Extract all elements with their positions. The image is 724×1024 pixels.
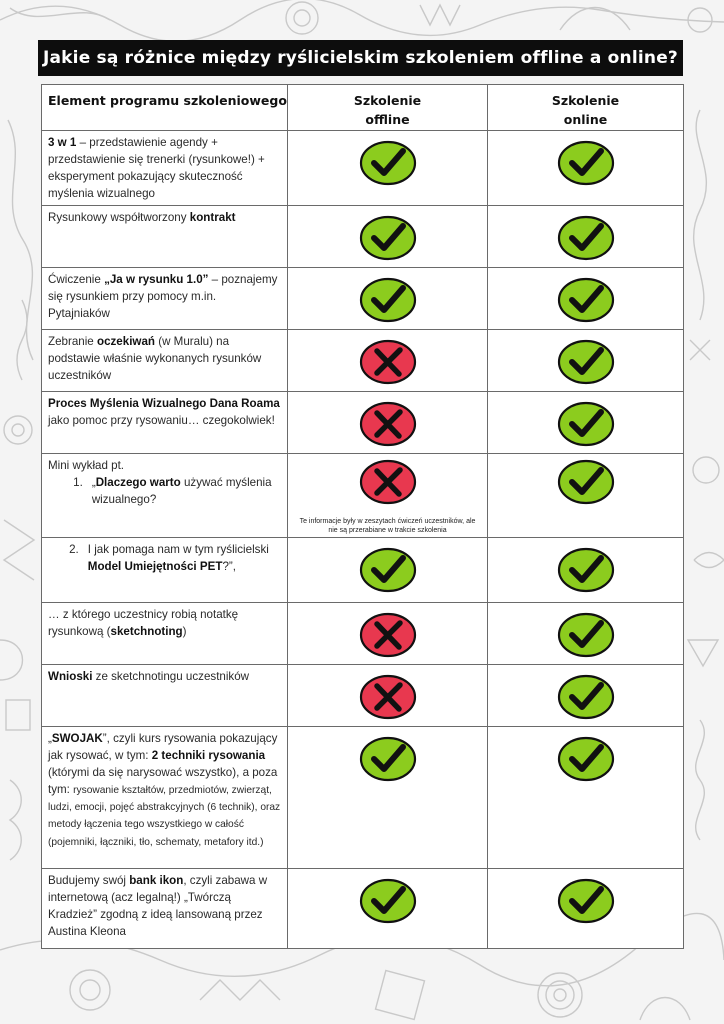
table-row: [42, 267, 684, 329]
online-cell: [488, 453, 684, 537]
row-description: Mini wykład pt. 1. „Dlaczego warto używać myślenia wizualnego?: [42, 453, 288, 537]
row-description: 2. I jak pomaga nam w tym ryślicielski Model Umiejętności PET?”,: [42, 537, 288, 602]
table-header-row: [42, 85, 684, 131]
check-icon: [557, 139, 615, 187]
check-icon: [557, 400, 615, 448]
check-icon: [557, 611, 615, 659]
cross-icon: [359, 338, 417, 386]
page-title: [38, 40, 683, 76]
row-description: Ćwiczenie „Ja w rysunku 1.0” – poznajemy się rysunkiem przy pomocy m.in. Pytajniaków: [42, 267, 288, 329]
doodle-swirls-top: [0, 0, 724, 41]
check-icon: [557, 546, 615, 594]
online-cell: [488, 205, 684, 267]
offline-cell: [288, 391, 488, 453]
table-row: [42, 537, 684, 602]
offline-cell: [288, 205, 488, 267]
online-cell: [488, 267, 684, 329]
header-online: Szkolenie online: [488, 85, 684, 131]
row-description: Rysunkowy współtworzony kontrakt: [42, 205, 288, 267]
table-row: [42, 664, 684, 726]
online-cell: [488, 329, 684, 391]
table-row: [42, 329, 684, 391]
page-title-text: Jakie są różnice między ryślicielskim szkoleniem offline a online?: [42, 48, 678, 68]
cross-icon: [359, 400, 417, 448]
row-description: 3 w 1 – przedstawienie agendy + przedstawienie się trenerki (rysunkowe!) + eksperyment pokazujący skuteczność myślenia wizualnego: [42, 131, 288, 206]
table-row: [42, 726, 684, 868]
online-cell: [488, 726, 684, 868]
cross-icon: [359, 673, 417, 721]
check-icon: [557, 458, 615, 506]
online-cell: [488, 391, 684, 453]
offline-cell: [288, 267, 488, 329]
cross-icon: [359, 611, 417, 659]
row-description: Wnioski ze sketchnotingu uczestników: [42, 664, 288, 726]
header-offline: Szkolenie offline: [288, 85, 488, 131]
row-description: Proces Myślenia Wizualnego Dana Roama jako pomoc przy rysowaniu… czegokolwiek!: [42, 391, 288, 453]
row-description: Zebranie oczekiwań (w Muralu) na podstawie właśnie wykonanych rysunków uczestników: [42, 329, 288, 391]
offline-cell: [288, 602, 488, 664]
offline-cell: [288, 329, 488, 391]
check-icon: [359, 139, 417, 187]
row-description: „SWOJAK”, czyli kurs rysowania pokazujący jak rysować, w tym: 2 techniki rysowania (którymi da się narysować wszystko), a poza tym: rysowanie kształtów, przedmiotów, zwierząt, ludzi, emocji, pojęć abstrakcyjnych (6 technik), oraz metody łączenia tego wszystkiego w całość (pojemniki, łączniki, tło, schematy, metafory itd.): [42, 726, 288, 868]
cross-icon: [359, 458, 417, 506]
offline-note: Te informacje były w zeszytach ćwiczeń uczestników, ale nie są przerabiane w trakcie szkolenia: [299, 517, 476, 535]
online-cell: [488, 868, 684, 948]
check-icon: [557, 338, 615, 386]
table-row: [42, 205, 684, 267]
online-cell: [488, 602, 684, 664]
table-row: [42, 391, 684, 453]
check-icon: [359, 735, 417, 783]
doodle-right-margin: [688, 110, 724, 840]
row-description: … z którego uczestnicy robią notatkę rysunkową (sketchnoting): [42, 602, 288, 664]
comparison-table: [41, 84, 684, 949]
offline-cell: [288, 537, 488, 602]
offline-cell: [288, 131, 488, 206]
check-icon: [359, 276, 417, 324]
check-icon: [359, 546, 417, 594]
online-cell: [488, 131, 684, 206]
online-cell: [488, 537, 684, 602]
doodle-left-margin: [0, 120, 34, 860]
table-row: [42, 868, 684, 948]
check-icon: [557, 673, 615, 721]
offline-cell: [288, 453, 488, 537]
header-element: Element programu szkoleniowego: [42, 85, 288, 131]
check-icon: [359, 877, 417, 925]
table-row: [42, 453, 684, 537]
offline-cell: [288, 868, 488, 948]
offline-cell: [288, 664, 488, 726]
check-icon: [557, 276, 615, 324]
check-icon: [557, 877, 615, 925]
online-cell: [488, 664, 684, 726]
offline-cell: [288, 726, 488, 868]
row-description: Budujemy swój bank ikon, czyli zabawa w internetową (acz legalną!) „Twórczą Kradzież” zgodną z ideą lansowaną przez Austina Kleona: [42, 868, 288, 948]
table-row: [42, 131, 684, 206]
check-icon: [557, 735, 615, 783]
check-icon: [359, 214, 417, 262]
table-row: [42, 602, 684, 664]
check-icon: [557, 214, 615, 262]
